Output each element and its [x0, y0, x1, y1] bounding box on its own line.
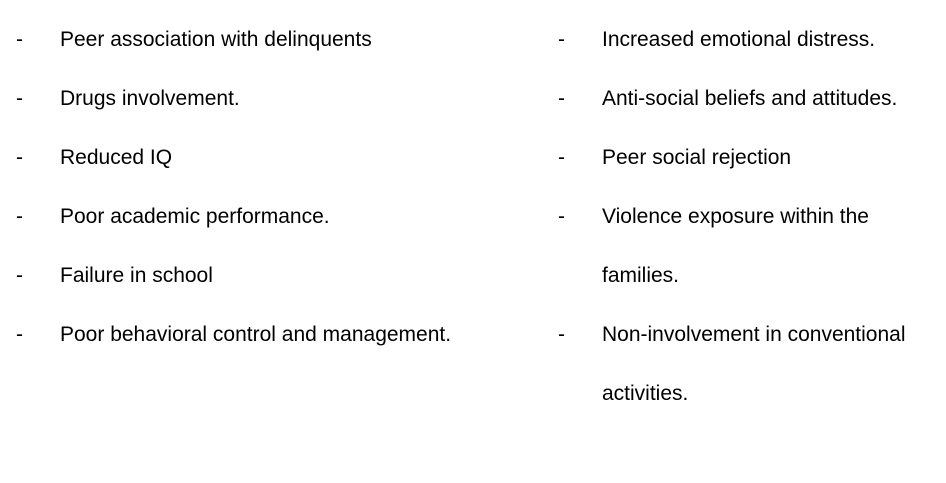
left-column: [0, 10, 548, 483]
list-item: [558, 128, 946, 187]
list-item-text: Anti-social beliefs and attitudes.: [602, 87, 898, 110]
list-item: [558, 305, 946, 423]
dash-bullet-icon: -: [16, 87, 23, 110]
list-item: [16, 128, 548, 187]
list-item: [558, 10, 946, 69]
dash-bullet-icon: -: [16, 28, 23, 51]
list-item: [16, 10, 548, 69]
list-item: [558, 187, 946, 305]
dash-bullet-icon: -: [16, 146, 23, 169]
dash-bullet-icon: -: [558, 205, 565, 228]
list-item-text: Poor behavioral control and management.: [60, 323, 452, 346]
list-item-text: Poor academic performance.: [60, 205, 330, 228]
list-item: [16, 187, 548, 246]
list-item-text: Reduced IQ: [60, 146, 173, 169]
list-item: [558, 69, 946, 128]
dash-bullet-icon: -: [558, 323, 565, 346]
list-item-text: Non-involvement in conventional activities.: [602, 323, 912, 405]
list-item-text: Drugs involvement.: [60, 87, 240, 110]
list-item: [16, 69, 548, 128]
dash-bullet-icon: -: [16, 323, 23, 346]
right-column: [548, 10, 946, 483]
dash-bullet-icon: -: [16, 205, 23, 228]
left-column-list: [16, 10, 548, 364]
list-item: [16, 305, 548, 364]
dash-bullet-icon: -: [558, 146, 565, 169]
right-column-list: [558, 10, 946, 423]
list-item-text: Peer association with delinquents: [60, 28, 372, 51]
list-item-text: Increased emotional distress.: [602, 28, 876, 51]
list-item: [16, 246, 548, 305]
list-item-text: Failure in school: [60, 264, 213, 287]
list-item-text: Peer social rejection: [602, 146, 792, 169]
list-item-text: Violence exposure within the families.: [602, 205, 875, 287]
dash-bullet-icon: -: [558, 87, 565, 110]
dash-bullet-icon: -: [558, 28, 565, 51]
dash-bullet-icon: -: [16, 264, 23, 287]
